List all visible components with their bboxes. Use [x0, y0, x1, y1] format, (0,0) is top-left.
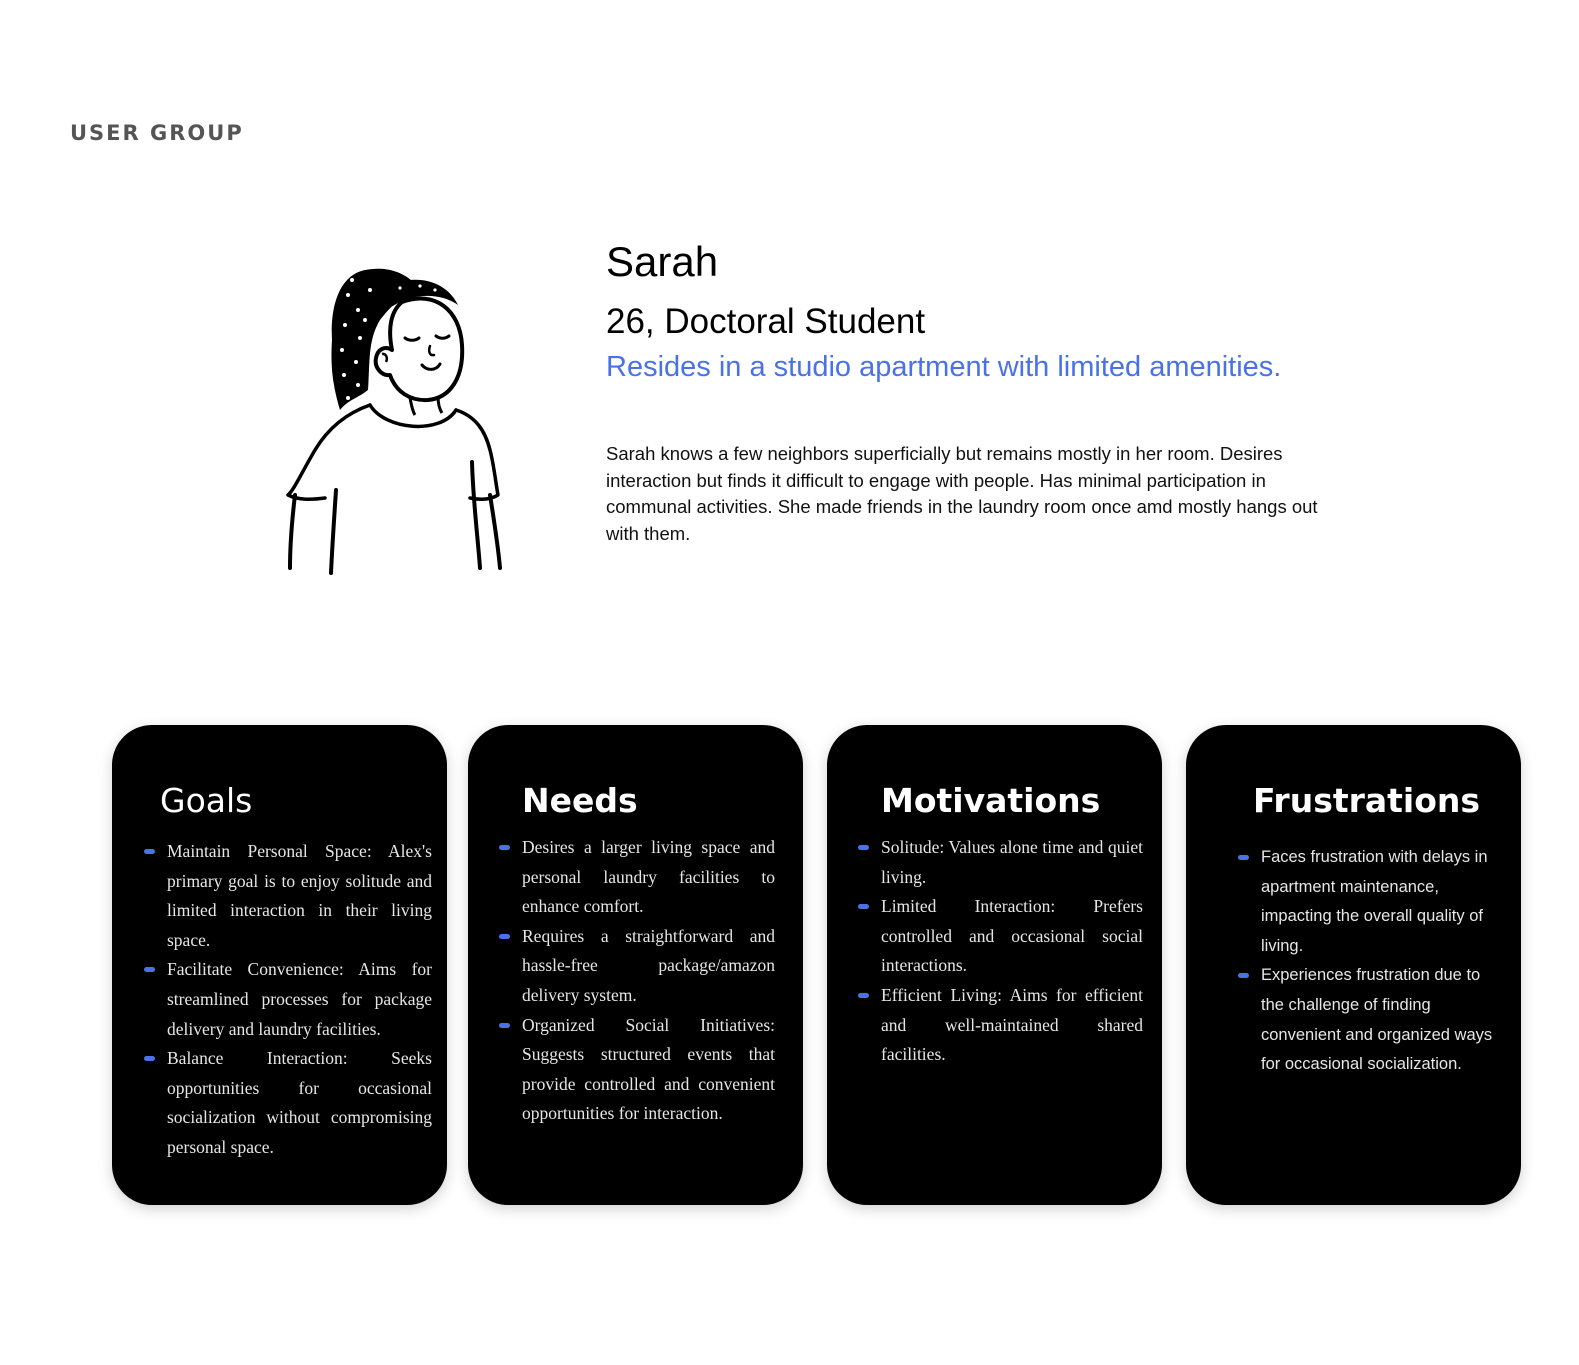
card-title-frustrations: Frustrations [1253, 781, 1481, 820]
dash-bullet-icon [499, 934, 510, 939]
person-illustration-icon [270, 250, 520, 590]
list-item [167, 1044, 432, 1162]
list-item-text: Facilitate Convenience: Aims for streamlined processes for package delivery and laundry facilities. [167, 959, 432, 1039]
section-label: USER GROUP [70, 121, 244, 145]
motivations-list [881, 833, 1143, 1070]
dash-bullet-icon [144, 849, 155, 854]
goals-list [167, 837, 432, 1163]
dash-bullet-icon [858, 904, 869, 909]
dash-bullet-icon [858, 993, 869, 998]
dash-bullet-icon [144, 1056, 155, 1061]
list-item-text: Solitude: Values alone time and quiet living. [881, 837, 1143, 887]
frustrations-card [1186, 725, 1521, 1205]
goals-card [112, 725, 447, 1205]
list-item-text: Maintain Personal Space: Alex's primary goal is to enjoy solitude and limited interaction in their living space. [167, 841, 432, 950]
persona-role: 26, Doctoral Student [606, 302, 926, 341]
card-title-motivations: Motivations [881, 781, 1101, 820]
dash-bullet-icon [144, 967, 155, 972]
persona-bio: Sarah knows a few neighbors superficially but remains mostly in her room. Desires interaction but finds it difficult to engage with people. Has minimal participation in communal activities. She made friends in the laundry room once amd mostly hangs out with them. [606, 443, 1318, 544]
list-item [881, 892, 1143, 981]
motivations-card [827, 725, 1162, 1205]
card-title-goals: Goals [160, 781, 253, 820]
list-item-text: Desires a larger living space and personal laundry facilities to enhance comfort. [522, 837, 775, 917]
dash-bullet-icon [858, 845, 869, 850]
persona-residence: Resides in a studio apartment with limited amenities. [606, 351, 1282, 383]
list-item-text: Organized Social Initiatives: Suggests structured events that provide controlled and convenient opportunities for interaction. [522, 1014, 775, 1124]
list-item [167, 955, 432, 1044]
dash-bullet-icon [499, 845, 510, 850]
card-title-needs: Needs [522, 781, 638, 820]
list-item [881, 981, 1143, 1070]
dash-bullet-icon [1238, 855, 1249, 860]
frustrations-list [1261, 843, 1501, 1080]
needs-card [468, 725, 803, 1205]
list-item [881, 833, 1143, 892]
dash-bullet-icon [499, 1023, 510, 1028]
needs-list [522, 833, 775, 1129]
list-item-text: Faces frustration with delays in apartment maintenance, impacting the overall quality of living. [1261, 848, 1488, 955]
persona-name: Sarah [606, 238, 719, 285]
list-item [522, 1011, 775, 1129]
list-item [522, 833, 775, 922]
list-item-text: Requires a straightforward and hassle-free package/amazon delivery system. [522, 925, 775, 1005]
list-item-text: Balance Interaction: Seeks opportunities for occasional socialization without compromising personal space. [167, 1048, 432, 1157]
list-item-text: Experiences frustration due to the challenge of finding convenient and organized ways for occasional socialization. [1261, 966, 1493, 1074]
dash-bullet-icon [1238, 973, 1249, 978]
list-item-text: Limited Interaction: Prefers controlled and occasional social interactions. [881, 896, 1143, 976]
list-item [522, 922, 775, 1011]
list-item [1261, 843, 1501, 961]
list-item-text: Efficient Living: Aims for efficient and well-maintained shared facilities. [881, 984, 1143, 1065]
list-item [1261, 961, 1501, 1079]
list-item [167, 837, 432, 955]
